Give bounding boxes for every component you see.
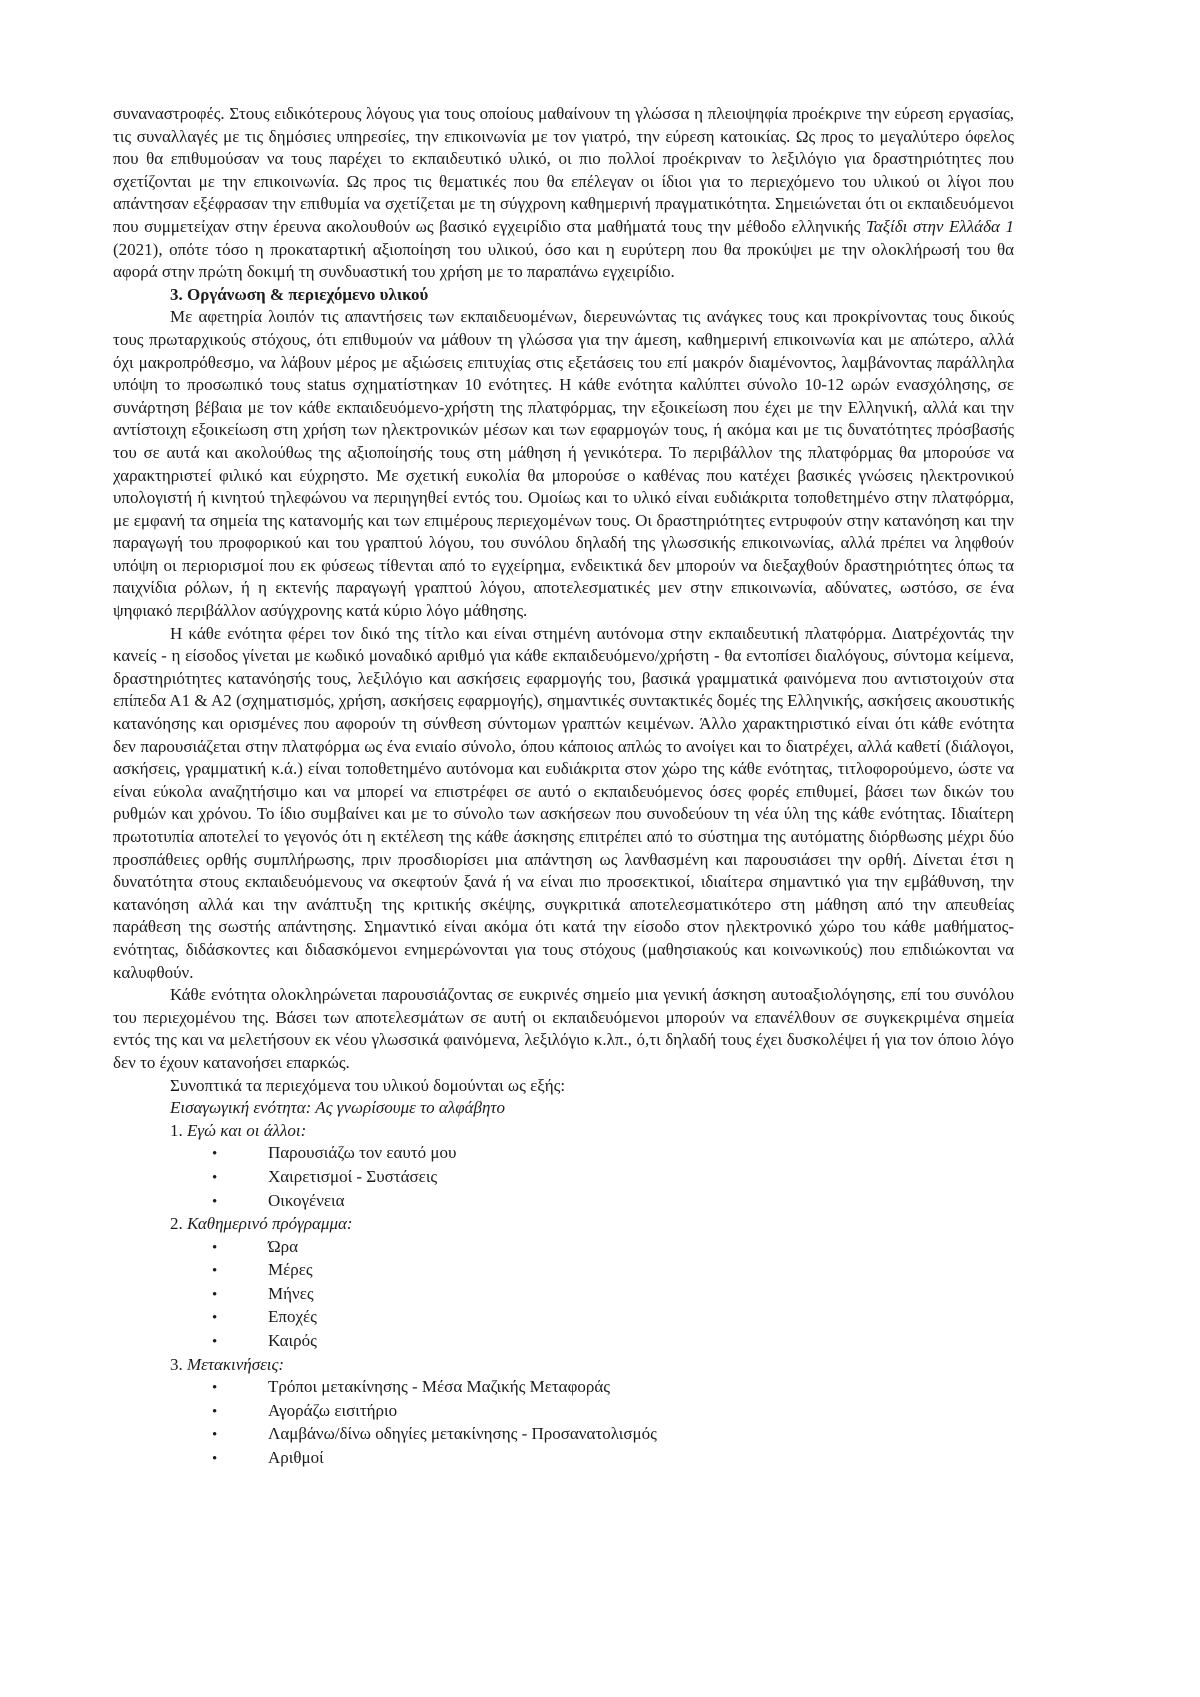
section-heading: 3. Οργάνωση & περιεχόμενο υλικού bbox=[170, 284, 429, 304]
list-number: 1. bbox=[170, 1120, 183, 1140]
body-paragraph-2: Με αφετηρία λοιπόν τις απαντήσεις των εκπαιδευομένων, διερευνώντας τις ανάγκες τους και προκρίνοντας τους δικούς τους πρωταρχικούς στόχους, ότι επιθυμούν να μάθουν τη γλώσσα για την άμεση, καθημερινή επικοινωνία και με απώτερο, αλλά όχι μακροπρόθεσμο, να λάβουν μέρος με αξιώσεις επιτυχίας στις εξετάσεις του επί μακρόν διαμένοντος, λαμβάνοντας παράλληλα υπόψη το προσωπικό τους status σχηματίστηκαν 10 ενότητες. Η κάθε ενότητα καλύπτει σύνολο 10-12 ωρών ενασχόλησης, σε συνάρτηση βέβαια με τον κάθε εκπαιδευόμενο-χρήστη της πλατφόρμας, την εξοικείωση που έχει με την Ελληνική, αλλά και την αντίστοιχη εξοικείωση στη χρήση των ηλεκτρονικών μέσων και των εφαρμογών τους, ή ακόμα και με τις δυνατότητες πρόσβασής του σε αυτά και ακολούθως της αξιοποίησής τους στη μάθηση ή γενικότερα. Το περιβάλλον της πλατφόρμας θα μπορούσε να χαρακτηριστεί φιλικό και εύχρηστο. Με σχετική ευκολία θα μπορούσε ο καθένας που κατέχει βασικές γνώσεις ηλεκτρονικού υπολογιστή ή κινητού τηλεφώνου να περιηγηθεί εντός του. Ομοίως και το υλικό είναι ευδιάκριτα τοποθετημένο στην πλατφόρμα, με εμφανή τα σημεία της κατανομής και των επιμέρους περιεχομένων τους. Οι δραστηριότητες εντρυφούν στην κατανόηση και την παραγωγή του προφορικού και του γραπτού λόγου, του συνόλου δηλαδή της γλωσσικής επικοινωνίας, αλλά πρέπει να ληφθούν υπόψη οι περιορισμοί που εκ φύσεως τίθενται από το εγχείρημα, ενδεικτικά δεν μπορούν να διεξαχθούν δραστηριότητες όπως τα παιχνίδια ρόλων, ή η εκτενής παραγωγή γραπτού λόγου, αποτελεσματικές μεν στην επικοινωνία, αδύνατες, ωστόσο, σε ένα ψηφιακό περιβάλλον ασύγχρονης κατά κύριο λόγο μάθησης. bbox=[113, 307, 1014, 621]
list-item-text: Ώρα bbox=[268, 1236, 299, 1256]
list-item bbox=[113, 1423, 1014, 1447]
list-item bbox=[113, 1259, 1014, 1283]
list-item-text: Εποχές bbox=[268, 1307, 317, 1327]
list-number: 2. bbox=[170, 1214, 183, 1234]
list-item-text: Λαμβάνω/δίνω οδηγίες μετακίνησης - Προσανατολισμός bbox=[268, 1424, 657, 1444]
bullet-icon: • bbox=[212, 1403, 218, 1420]
paragraph-text: (2021), οπότε τόσο η προκαταρτική αξιοποίηση του υλικού, όσο και η ευρύτερη που θα προκύψει με την ολοκλήρωσή του θα αφορά στην πρώτη δοκιμή τη συνδυαστική του χρήση με το παραπάνω εγχειρίδιο. bbox=[113, 239, 1014, 282]
bullet-icon: • bbox=[212, 1286, 218, 1303]
intro-unit-line: Εισαγωγική ενότητα: Ας γνωρίσουμε το αλφάβητο bbox=[170, 1098, 506, 1118]
list-item bbox=[113, 1330, 1014, 1354]
bullet-icon: • bbox=[212, 1146, 218, 1163]
list-label: Εγώ και οι άλλοι: bbox=[187, 1120, 307, 1140]
bullet-icon: • bbox=[212, 1239, 218, 1256]
list-item bbox=[113, 1283, 1014, 1307]
list-item bbox=[113, 1236, 1014, 1260]
bullet-icon: • bbox=[212, 1169, 218, 1186]
list-item bbox=[113, 1400, 1014, 1424]
list-item-text: Παρουσιάζω τον εαυτό μου bbox=[268, 1143, 457, 1163]
list-section-title-2 bbox=[113, 1213, 1014, 1236]
list-item bbox=[113, 1142, 1014, 1166]
list-item bbox=[113, 1190, 1014, 1214]
bullet-icon: • bbox=[212, 1310, 218, 1327]
bullet-icon: • bbox=[212, 1380, 218, 1397]
list-item-text: Μέρες bbox=[268, 1260, 313, 1280]
body-paragraph-5: Συνοπτικά τα περιεχόμενα του υλικού δομούνται ως εξής: bbox=[170, 1075, 566, 1095]
list-item-text: Τρόποι μετακίνησης - Μέσα Μαζικής Μεταφοράς bbox=[268, 1377, 611, 1397]
list-number: 3. bbox=[170, 1354, 183, 1374]
list-item-text: Μήνες bbox=[268, 1283, 314, 1303]
list-section-title-3 bbox=[113, 1354, 1014, 1377]
list-item bbox=[113, 1447, 1014, 1471]
bullet-icon: • bbox=[212, 1451, 218, 1468]
list-label: Μετακινήσεις: bbox=[187, 1354, 285, 1374]
bullet-icon: • bbox=[212, 1263, 218, 1280]
body-paragraph-1 bbox=[113, 103, 1014, 284]
list-item-text: Αριθμοί bbox=[268, 1448, 324, 1468]
bullet-icon: • bbox=[212, 1334, 218, 1351]
body-paragraph-3: Η κάθε ενότητα φέρει τον δικό της τίτλο και είναι στημένη αυτόνομα στην εκπαιδευτική πλατφόρμα. Διατρέχοντάς την κανείς - η είσοδος γίνεται με κωδικό μοναδικό αριθμό για κάθε εκπαιδευόμενο/χρήστη - θα εντοπίσει διαλόγους, σύντομα κείμενα, δραστηριότητες κατανόησής τους, λεξιλόγιο και ασκήσεις εφαρμογής του, βασικά γραμματικά φαινόμενα που αντιστοιχούν στα επίπεδα Α1 & Α2 (σχηματισμός, χρήση, ασκήσεις εφαρμογής), σημαντικές συντακτικές δομές της Ελληνικής, ασκήσεις ακουστικής κατανόησης και ορισμένες που αφορούν τη σύνθεση σύντομων γραπτών κειμένων. Άλλο χαρακτηριστικό είναι ότι κάθε ενότητα δεν παρουσιάζεται στην πλατφόρμα ως ένα ενιαίο σύνολο, όπου κάποιος απλώς το ανοίγει και το διατρέχει, αλλά καθετί (διάλογοι, ασκήσεις, γραμματική κ.ά.) είναι τοποθετημένο αυτόνομα και ευδιάκριτα στον χώρο της κάθε ενότητας, τιτλοφορούμενο, ώστε να είναι εύκολα αναζητήσιμο και να μπορεί να επιστρέφει σε αυτό ο εκπαιδευόμενος όσες φορές επιθυμεί, βάσει των δικών του ρυθμών και χρόνου. Το ίδιο συμβαίνει και με το σύνολο των ασκήσεων που συνοδεύουν τη νέα ύλη της κάθε ενότητας. Ιδιαίτερη πρωτοτυπία αποτελεί το γεγονός ότι η εκτέλεση της κάθε άσκησης επιτρέπει από το σύστημα της αυτόματης διόρθωσης μέχρι δύο προσπάθειες ορθής συμπλήρωσης, πριν προσδιορίσει μια απάντηση ως λανθασμένη και παρουσιάσει την ορθή. Δίνεται έτσι η δυνατότητα στους εκπαιδευόμενους να σκεφτούν ξανά ή να είναι πιο προσεκτικοί, ιδιαίτερα σημαντικό για την εμβάθυνση, την κατανόηση αλλά και την ανάπτυξη της κριτικής σκέψης, συγκριτικά αποτελεσματικότερο στη μάθηση από την απευθείας παράθεση της σωστής απάντησης. Σημαντικό είναι ακόμα ότι κατά την είσοδο στον ηλεκτρονικό χώρο του κάθε μαθήματος-ενότητας, διδάσκοντες και διδασκόμενοι ενημερώνονται για τους στόχους (μαθησιακούς και κοινωνικούς) που επιδιώκονται να καλυφθούν. bbox=[113, 623, 1014, 982]
list-item bbox=[113, 1166, 1014, 1190]
bullet-icon: • bbox=[212, 1193, 218, 1210]
list-section-title-1 bbox=[113, 1120, 1014, 1143]
bullet-icon: • bbox=[212, 1427, 218, 1444]
book-title-italic: Ταξίδι στην Ελλάδα 1 bbox=[865, 216, 1014, 236]
list-item bbox=[113, 1376, 1014, 1400]
list-item bbox=[113, 1306, 1014, 1330]
list-item-text: Χαιρετισμοί - Συστάσεις bbox=[268, 1166, 438, 1186]
body-paragraph-4: Κάθε ενότητα ολοκληρώνεται παρουσιάζοντας σε ευκρινές σημείο μια γενική άσκηση αυτοαξιολόγησης, επί του συνόλου του περιεχομένου της. Βάσει των αποτελεσμάτων σε αυτή οι εκπαιδευόμενοι μπορούν να επανέλθουν σε συγκεκριμένα σημεία εντός της και να μελετήσουν εκ νέου γλωσσικά φαινόμενα, λεξιλόγιο κ.λπ., ό,τι δηλαδή τους έχει δυσκολέψει ή για τον όποιο λόγο δεν το έχουν κατανοήσει επαρκώς. bbox=[113, 985, 1014, 1072]
list-item-text: Αγοράζω εισιτήριο bbox=[268, 1400, 398, 1420]
list-item-text: Οικογένεια bbox=[268, 1190, 345, 1210]
paragraph-text: συναναστροφές. Στους ειδικότερους λόγους για τους οποίους μαθαίνουν τη γλώσσα η πλειοψηφία προέκρινε την εύρεση εργασίας, τις συναλλαγές με τις δημόσιες υπηρεσίες, την επικοινωνία με τον γιατρό, την εύρεση κατοικίας. Ως προς το μεγαλύτερο όφελος που θα επιθυμούσαν να τους παρέχει το εκπαιδευτικό υλικό, οι πιο πολλοί προέκριναν το λεξιλόγιο για δραστηριότητες που σχετίζονται με την επικοινωνία. Ως προς τις θεματικές που θα επέλεγαν οι ίδιοι για το περιεχόμενο του υλικού οι λίγοι που απάντησαν εξέφρασαν την επιθυμία να σχετίζεται με τη σύγχρονη καθημερινή πραγματικότητα. Σημειώνεται ότι οι εκπαιδευόμενοι που συμμετείχαν στην έρευνα ακολουθούν ως βασικό εγχειρίδιο στα μαθήματά τους την μέθοδο ελληνικής bbox=[113, 104, 1014, 236]
list-item-text: Καιρός bbox=[268, 1331, 317, 1351]
list-label: Καθημερινό πρόγραμμα: bbox=[187, 1214, 353, 1234]
